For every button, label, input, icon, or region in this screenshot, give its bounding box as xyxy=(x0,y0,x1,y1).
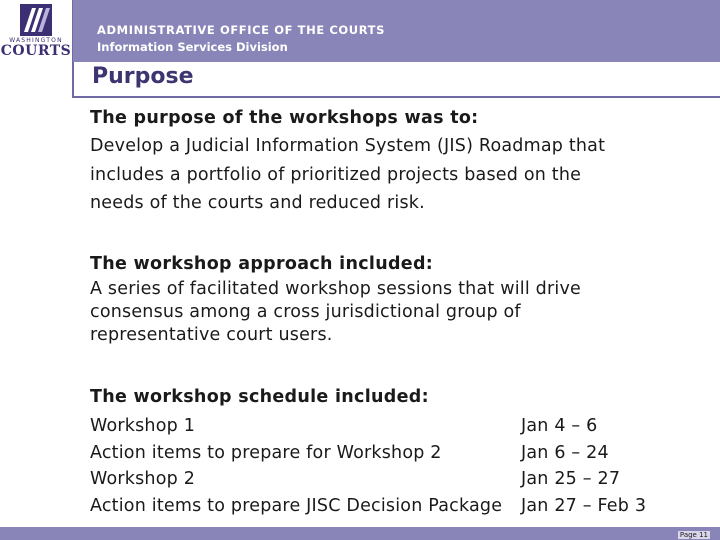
approach-heading: The workshop approach included: xyxy=(90,254,434,274)
purpose-section xyxy=(90,104,700,218)
schedule-item: Workshop 1 xyxy=(90,416,196,436)
logo-courts-text: COURTS xyxy=(0,43,72,59)
approach-line: A series of facilitated workshop sessions that will drive xyxy=(90,279,581,299)
schedule-table xyxy=(90,413,710,519)
purpose-line: includes a portfolio of prioritized projects based on the xyxy=(90,164,582,185)
title-underline xyxy=(72,96,720,98)
schedule-heading: The workshop schedule included: xyxy=(90,387,429,407)
purpose-line: Develop a Judicial Information System (JIS) Roadmap that xyxy=(90,136,606,156)
purpose-heading: The purpose of the workshops was to: xyxy=(90,108,479,128)
page-title: Purpose xyxy=(92,64,194,89)
schedule-item: Action items to prepare JISC Decision Package xyxy=(90,495,503,516)
logo-state-text: WASHINGTON xyxy=(9,37,63,44)
title-left-border xyxy=(72,62,74,98)
schedule-item: Workshop 2 xyxy=(90,469,196,489)
header-bar xyxy=(0,0,720,62)
footer-bar xyxy=(0,527,720,540)
schedule-row xyxy=(90,466,710,493)
approach-section xyxy=(90,250,700,347)
schedule-date: Jan 6 – 24 xyxy=(521,442,609,463)
page-number: Page 11 xyxy=(679,531,708,539)
schedule-row xyxy=(90,413,710,440)
schedule-item: Action items to prepare for Workshop 2 xyxy=(90,442,442,463)
division-name: Information Services Division xyxy=(97,40,288,54)
schedule-date: Jan 4 – 6 xyxy=(521,416,598,436)
schedule-date: Jan 25 – 27 xyxy=(521,469,621,489)
schedule-section xyxy=(90,383,710,519)
courts-emblem-icon xyxy=(20,4,52,36)
schedule-row xyxy=(90,493,710,520)
schedule-date: Jan 27 – Feb 3 xyxy=(521,495,647,516)
purpose-line: needs of the courts and reduced risk. xyxy=(90,193,425,213)
approach-line: representative court users. xyxy=(90,325,333,345)
approach-line: consensus among a cross jurisdictional group of xyxy=(90,302,521,322)
washington-courts-logo xyxy=(0,0,73,62)
schedule-row xyxy=(90,440,710,467)
organization-name: ADMINISTRATIVE OFFICE OF THE COURTS xyxy=(97,23,385,37)
